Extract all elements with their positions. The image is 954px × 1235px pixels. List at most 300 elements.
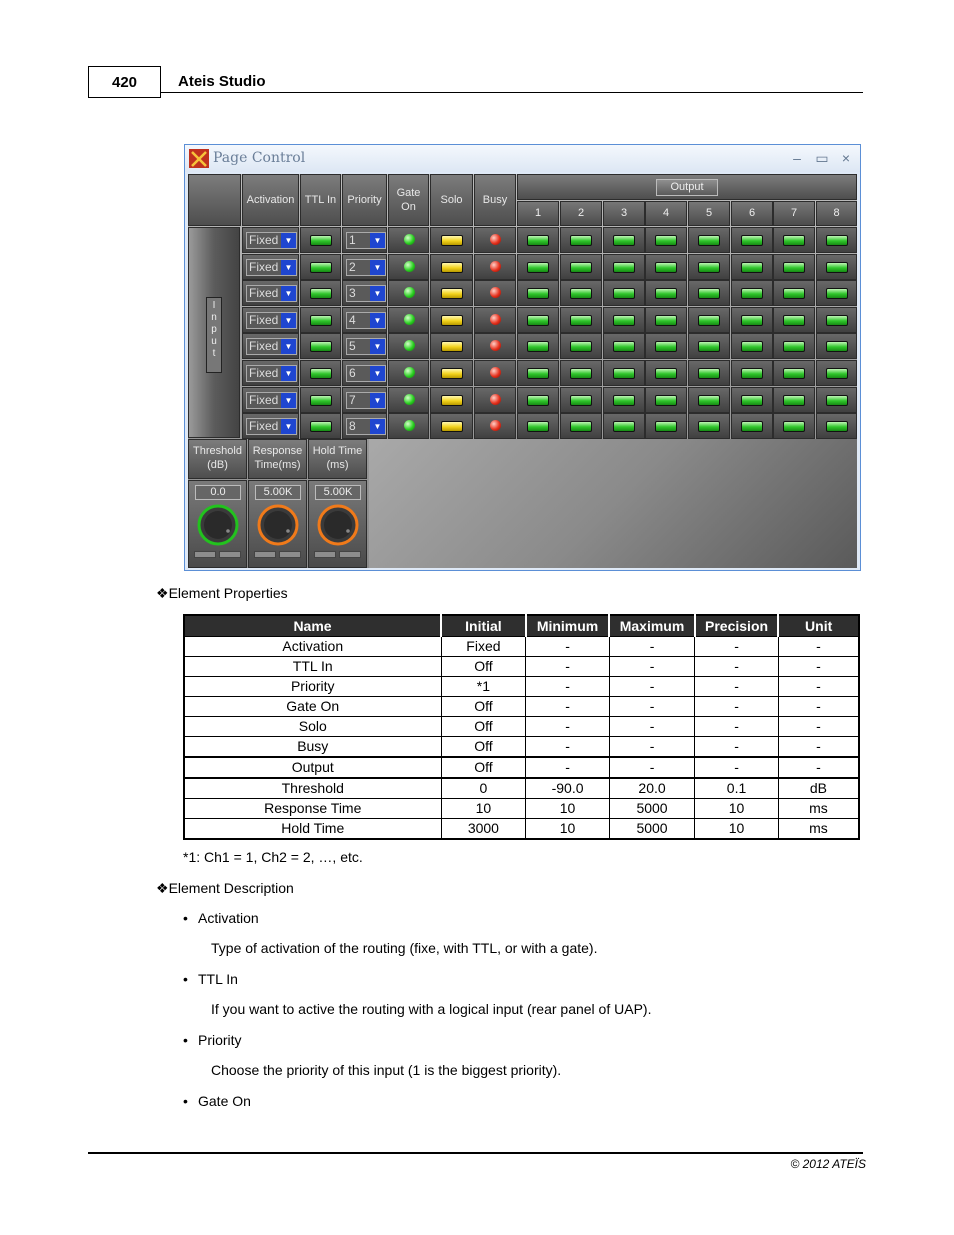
output-toggle[interactable] bbox=[741, 341, 763, 352]
activation-cell bbox=[242, 360, 299, 386]
table-cell: - bbox=[778, 697, 859, 717]
output-toggle[interactable] bbox=[741, 368, 763, 379]
output-toggle[interactable] bbox=[655, 341, 677, 352]
table-cell: - bbox=[609, 657, 695, 677]
table-cell: 20.0 bbox=[609, 778, 695, 799]
priority-value: 1 bbox=[349, 233, 356, 247]
output-toggle[interactable] bbox=[570, 235, 592, 246]
output-cell bbox=[731, 360, 773, 386]
solo-cell bbox=[430, 227, 473, 253]
gate-on-led-icon bbox=[404, 367, 415, 378]
output-toggle[interactable] bbox=[527, 395, 549, 406]
copyright-footer: © 2012 ATEÏS bbox=[790, 1157, 866, 1171]
table-cell: 10 bbox=[695, 799, 779, 819]
output-cell bbox=[731, 307, 773, 333]
output-toggle[interactable] bbox=[698, 368, 720, 379]
output-toggle[interactable] bbox=[826, 341, 848, 352]
output-cell bbox=[517, 254, 559, 280]
dropdown-arrow-icon[interactable]: ▼ bbox=[370, 286, 385, 301]
priority-cell bbox=[342, 280, 387, 306]
table-cell: - bbox=[526, 637, 609, 657]
output-toggle[interactable] bbox=[741, 315, 763, 326]
output-toggle[interactable] bbox=[527, 235, 549, 246]
output-cell bbox=[517, 280, 559, 306]
activation-select[interactable] bbox=[246, 365, 297, 382]
output-cell bbox=[603, 254, 645, 280]
priority-cell bbox=[342, 387, 387, 413]
gate-on-led-icon bbox=[404, 420, 415, 431]
table-cell: dB bbox=[778, 778, 859, 799]
gate-on-cell bbox=[388, 254, 429, 280]
activation-select[interactable] bbox=[246, 418, 297, 435]
output-cell bbox=[603, 227, 645, 253]
knob-panel bbox=[188, 480, 247, 568]
dropdown-arrow-icon[interactable]: ▼ bbox=[370, 313, 385, 328]
activation-cell bbox=[242, 333, 299, 359]
solo-toggle[interactable] bbox=[441, 368, 463, 379]
output-header bbox=[517, 174, 857, 200]
output-cell bbox=[560, 280, 602, 306]
priority-cell bbox=[342, 413, 387, 439]
dropdown-arrow-icon[interactable]: ▼ bbox=[370, 419, 385, 434]
output-cell bbox=[645, 387, 687, 413]
table-row bbox=[184, 637, 859, 657]
grid-row bbox=[188, 307, 857, 333]
description-text: Type of activation of the routing (fixe, with TTL, or with a gate). bbox=[211, 940, 598, 956]
output-cell bbox=[731, 280, 773, 306]
dropdown-arrow-icon[interactable]: ▼ bbox=[281, 260, 296, 275]
output-toggle[interactable] bbox=[826, 262, 848, 273]
output-toggle[interactable] bbox=[698, 341, 720, 352]
solo-toggle[interactable] bbox=[441, 235, 463, 246]
description-text: If you want to active the routing with a logical input (rear panel of UAP). bbox=[211, 1001, 652, 1017]
priority-cell bbox=[342, 333, 387, 359]
output-toggle[interactable] bbox=[826, 368, 848, 379]
output-cell bbox=[645, 280, 687, 306]
window-titlebar[interactable] bbox=[185, 145, 860, 172]
priority-select[interactable] bbox=[346, 338, 386, 355]
output-toggle[interactable] bbox=[698, 235, 720, 246]
output-toggle[interactable] bbox=[613, 262, 635, 273]
busy-cell bbox=[474, 227, 516, 253]
output-number-header: 8 bbox=[816, 201, 857, 226]
grid-row bbox=[188, 254, 857, 280]
dropdown-arrow-icon[interactable]: ▼ bbox=[281, 419, 296, 434]
grid-row bbox=[188, 387, 857, 413]
table-cell: Off bbox=[441, 717, 526, 737]
empty-panel-area bbox=[369, 439, 857, 568]
knob-step-buttons bbox=[254, 551, 302, 559]
output-cell bbox=[517, 307, 559, 333]
table-cell: - bbox=[778, 757, 859, 778]
output-toggle[interactable] bbox=[783, 341, 805, 352]
output-cell bbox=[816, 387, 857, 413]
ttl-in-toggle[interactable] bbox=[310, 288, 332, 299]
priority-select[interactable] bbox=[346, 259, 386, 276]
activation-value: Fixed bbox=[249, 419, 279, 434]
priority-select[interactable] bbox=[346, 285, 386, 302]
table-cell: 0.1 bbox=[695, 778, 779, 799]
output-cell bbox=[603, 307, 645, 333]
busy-cell bbox=[474, 360, 516, 386]
priority-cell bbox=[342, 254, 387, 280]
output-toggle[interactable] bbox=[613, 288, 635, 299]
output-toggle[interactable] bbox=[741, 395, 763, 406]
output-number-header: 2 bbox=[560, 201, 602, 226]
table-header-cell: Minimum bbox=[526, 615, 609, 637]
activation-value: Fixed bbox=[249, 392, 279, 407]
priority-select[interactable] bbox=[346, 392, 386, 409]
output-cell bbox=[731, 387, 773, 413]
table-cell: - bbox=[695, 637, 779, 657]
dropdown-arrow-icon[interactable]: ▼ bbox=[281, 286, 296, 301]
ttl-in-toggle[interactable] bbox=[310, 368, 332, 379]
table-cell: Busy bbox=[184, 737, 441, 758]
table-cell: 10 bbox=[441, 799, 526, 819]
knob-dial-icon[interactable] bbox=[197, 504, 239, 546]
table-cell: Priority bbox=[184, 677, 441, 697]
output-toggle[interactable] bbox=[655, 262, 677, 273]
solo-toggle[interactable] bbox=[441, 395, 463, 406]
output-toggle[interactable] bbox=[698, 315, 720, 326]
knob-label: Hold Time (ms) bbox=[308, 439, 367, 479]
gate-on-led-icon bbox=[404, 287, 415, 298]
solo-cell bbox=[430, 307, 473, 333]
dropdown-arrow-icon[interactable]: ▼ bbox=[370, 339, 385, 354]
activation-value: Fixed bbox=[249, 286, 279, 301]
knob-increase-button[interactable] bbox=[219, 551, 241, 558]
header-activation: Activation bbox=[242, 174, 299, 226]
knob-increase-button[interactable] bbox=[279, 551, 301, 558]
output-toggle[interactable] bbox=[527, 368, 549, 379]
ttl-in-toggle[interactable] bbox=[310, 421, 332, 432]
output-cell bbox=[688, 387, 730, 413]
output-toggle[interactable] bbox=[655, 395, 677, 406]
priority-select[interactable] bbox=[346, 232, 386, 249]
output-cell bbox=[603, 333, 645, 359]
output-cell bbox=[816, 227, 857, 253]
output-cell bbox=[560, 254, 602, 280]
output-toggle[interactable] bbox=[655, 288, 677, 299]
output-cell bbox=[517, 227, 559, 253]
table-cell: 0 bbox=[441, 778, 526, 799]
table-cell: Threshold bbox=[184, 778, 441, 799]
output-toggle[interactable] bbox=[613, 395, 635, 406]
output-toggle[interactable] bbox=[741, 262, 763, 273]
dropdown-arrow-icon[interactable]: ▼ bbox=[281, 313, 296, 328]
table-cell: Off bbox=[441, 757, 526, 778]
output-label: Output bbox=[656, 179, 718, 196]
knob-decrease-button[interactable] bbox=[314, 551, 336, 558]
output-toggle[interactable] bbox=[698, 288, 720, 299]
solo-toggle[interactable] bbox=[441, 288, 463, 299]
activation-cell bbox=[242, 307, 299, 333]
output-toggle[interactable] bbox=[613, 368, 635, 379]
header-priority: Priority bbox=[342, 174, 387, 226]
dropdown-arrow-icon[interactable]: ▼ bbox=[370, 393, 385, 408]
table-cell: Off bbox=[441, 737, 526, 758]
output-toggle[interactable] bbox=[741, 235, 763, 246]
output-toggle[interactable] bbox=[826, 395, 848, 406]
output-cell bbox=[816, 307, 857, 333]
table-cell: - bbox=[695, 717, 779, 737]
table-row bbox=[184, 717, 859, 737]
output-cell bbox=[731, 413, 773, 439]
output-cell bbox=[645, 227, 687, 253]
table-cell: - bbox=[526, 737, 609, 758]
output-toggle[interactable] bbox=[826, 235, 848, 246]
knob-step-buttons bbox=[194, 551, 242, 559]
output-toggle[interactable] bbox=[783, 262, 805, 273]
table-cell: Output bbox=[184, 757, 441, 778]
knob-dial-icon[interactable] bbox=[317, 504, 359, 546]
description-term: • Gate On bbox=[198, 1093, 251, 1109]
output-toggle[interactable] bbox=[783, 288, 805, 299]
table-cell: - bbox=[526, 677, 609, 697]
output-cell bbox=[560, 307, 602, 333]
gate-on-led-icon bbox=[404, 394, 415, 405]
output-cell bbox=[603, 280, 645, 306]
table-header-cell: Maximum bbox=[609, 615, 695, 637]
output-toggle[interactable] bbox=[527, 262, 549, 273]
window-title: Page Control bbox=[213, 150, 306, 166]
gate-on-cell bbox=[388, 413, 429, 439]
output-toggle[interactable] bbox=[698, 262, 720, 273]
ttl-in-toggle[interactable] bbox=[310, 341, 332, 352]
grid-row bbox=[188, 280, 857, 306]
table-cell: Fixed bbox=[441, 637, 526, 657]
dropdown-arrow-icon[interactable]: ▼ bbox=[281, 393, 296, 408]
input-label: I n p u t bbox=[206, 297, 222, 373]
header-ttl-in: TTL In bbox=[300, 174, 341, 226]
output-cell bbox=[773, 254, 815, 280]
output-toggle[interactable] bbox=[783, 235, 805, 246]
output-toggle[interactable] bbox=[570, 341, 592, 352]
busy-led-icon bbox=[490, 287, 501, 298]
activation-select[interactable] bbox=[246, 232, 297, 249]
solo-toggle[interactable] bbox=[441, 315, 463, 326]
output-toggle[interactable] bbox=[783, 421, 805, 432]
output-number-header: 6 bbox=[731, 201, 773, 226]
busy-cell bbox=[474, 387, 516, 413]
table-cell: - bbox=[695, 697, 779, 717]
output-number-header: 5 bbox=[688, 201, 730, 226]
output-cell bbox=[688, 333, 730, 359]
table-cell: - bbox=[778, 637, 859, 657]
busy-cell bbox=[474, 254, 516, 280]
output-cell bbox=[560, 333, 602, 359]
table-cell: Gate On bbox=[184, 697, 441, 717]
priority-value: 2 bbox=[349, 259, 356, 274]
activation-value: Fixed bbox=[249, 233, 279, 247]
output-toggle[interactable] bbox=[741, 288, 763, 299]
output-toggle[interactable] bbox=[570, 315, 592, 326]
output-cell bbox=[517, 413, 559, 439]
busy-cell bbox=[474, 413, 516, 439]
table-cell: - bbox=[609, 697, 695, 717]
output-toggle[interactable] bbox=[527, 315, 549, 326]
output-toggle[interactable] bbox=[655, 235, 677, 246]
table-cell: - bbox=[695, 657, 779, 677]
solo-cell bbox=[430, 280, 473, 306]
table-header-cell: Unit bbox=[778, 615, 859, 637]
activation-select[interactable] bbox=[246, 285, 297, 302]
output-toggle[interactable] bbox=[613, 341, 635, 352]
output-cell bbox=[603, 360, 645, 386]
output-cell bbox=[560, 413, 602, 439]
table-header-cell: Initial bbox=[441, 615, 526, 637]
priority-select[interactable] bbox=[346, 418, 386, 435]
output-cell bbox=[773, 307, 815, 333]
activation-value: Fixed bbox=[249, 339, 279, 354]
output-toggle[interactable] bbox=[698, 395, 720, 406]
output-toggle[interactable] bbox=[783, 395, 805, 406]
table-cell: - bbox=[778, 677, 859, 697]
gate-on-cell bbox=[388, 307, 429, 333]
output-toggle[interactable] bbox=[826, 315, 848, 326]
dropdown-arrow-icon[interactable]: ▼ bbox=[370, 233, 385, 248]
ttl-in-cell bbox=[300, 307, 341, 333]
priority-value: 5 bbox=[349, 339, 356, 354]
book-title: Ateis Studio bbox=[178, 73, 266, 90]
knob-decrease-button[interactable] bbox=[254, 551, 276, 558]
header-rule bbox=[161, 92, 863, 93]
output-toggle[interactable] bbox=[527, 341, 549, 352]
output-toggle[interactable] bbox=[570, 395, 592, 406]
output-toggle[interactable] bbox=[826, 288, 848, 299]
output-number-header: 4 bbox=[645, 201, 687, 226]
knob-panel bbox=[248, 480, 307, 568]
output-toggle[interactable] bbox=[698, 421, 720, 432]
output-cell bbox=[816, 413, 857, 439]
solo-cell bbox=[430, 333, 473, 359]
output-toggle[interactable] bbox=[783, 315, 805, 326]
close-icon[interactable]: × bbox=[841, 150, 851, 166]
busy-led-icon bbox=[490, 367, 501, 378]
activation-select[interactable] bbox=[246, 392, 297, 409]
table-cell: - bbox=[695, 677, 779, 697]
busy-led-icon bbox=[490, 234, 501, 245]
table-row bbox=[184, 677, 859, 697]
output-cell bbox=[645, 413, 687, 439]
output-cell bbox=[517, 333, 559, 359]
activation-value: Fixed bbox=[249, 312, 279, 327]
output-toggle[interactable] bbox=[613, 235, 635, 246]
output-cell bbox=[517, 387, 559, 413]
dropdown-arrow-icon[interactable]: ▼ bbox=[370, 366, 385, 381]
maximize-icon[interactable]: ▭ bbox=[815, 150, 829, 166]
solo-toggle[interactable] bbox=[441, 262, 463, 273]
output-cell bbox=[773, 387, 815, 413]
knob-value: 5.00K bbox=[315, 485, 361, 500]
ttl-in-toggle[interactable] bbox=[310, 235, 332, 246]
gate-on-cell bbox=[388, 333, 429, 359]
busy-led-icon bbox=[490, 314, 501, 325]
output-cell bbox=[773, 280, 815, 306]
output-toggle[interactable] bbox=[613, 315, 635, 326]
output-cell bbox=[560, 227, 602, 253]
knob-value: 0.0 bbox=[195, 485, 241, 500]
activation-select[interactable] bbox=[246, 312, 297, 329]
output-toggle[interactable] bbox=[655, 315, 677, 326]
output-toggle[interactable] bbox=[655, 421, 677, 432]
output-toggle[interactable] bbox=[570, 288, 592, 299]
table-cell: -90.0 bbox=[526, 778, 609, 799]
solo-toggle[interactable] bbox=[441, 341, 463, 352]
busy-led-icon bbox=[490, 394, 501, 405]
table-cell: 10 bbox=[526, 799, 609, 819]
activation-value: Fixed bbox=[249, 259, 279, 274]
table-cell: Off bbox=[441, 697, 526, 717]
busy-cell bbox=[474, 333, 516, 359]
table-cell: - bbox=[695, 757, 779, 778]
priority-value: 3 bbox=[349, 286, 356, 301]
knob-value: 5.00K bbox=[255, 485, 301, 500]
dropdown-arrow-icon[interactable]: ▼ bbox=[370, 260, 385, 275]
output-toggle[interactable] bbox=[570, 368, 592, 379]
grid-row bbox=[188, 360, 857, 386]
ttl-in-toggle[interactable] bbox=[310, 315, 332, 326]
minimize-icon[interactable]: – bbox=[793, 150, 801, 166]
table-cell: - bbox=[778, 657, 859, 677]
table-row bbox=[184, 657, 859, 677]
output-toggle[interactable] bbox=[527, 288, 549, 299]
table-cell: Hold Time bbox=[184, 819, 441, 840]
ttl-in-toggle[interactable] bbox=[310, 395, 332, 406]
table-cell: - bbox=[778, 717, 859, 737]
output-toggle[interactable] bbox=[570, 262, 592, 273]
output-cell bbox=[816, 280, 857, 306]
knob-increase-button[interactable] bbox=[339, 551, 361, 558]
output-toggle[interactable] bbox=[741, 421, 763, 432]
table-cell: - bbox=[526, 657, 609, 677]
table-cell: ms bbox=[778, 819, 859, 840]
dropdown-arrow-icon[interactable]: ▼ bbox=[281, 233, 296, 248]
gate-on-cell bbox=[388, 360, 429, 386]
priority-select[interactable] bbox=[346, 365, 386, 382]
table-row bbox=[184, 819, 859, 840]
solo-toggle[interactable] bbox=[441, 421, 463, 432]
page-number: 420 bbox=[88, 66, 161, 98]
output-cell bbox=[688, 413, 730, 439]
ttl-in-toggle[interactable] bbox=[310, 262, 332, 273]
output-number-header: 3 bbox=[603, 201, 645, 226]
output-toggle[interactable] bbox=[783, 368, 805, 379]
dropdown-arrow-icon[interactable]: ▼ bbox=[281, 366, 296, 381]
output-cell bbox=[816, 254, 857, 280]
output-toggle[interactable] bbox=[655, 368, 677, 379]
header-solo: Solo bbox=[430, 174, 473, 226]
activation-select[interactable] bbox=[246, 338, 297, 355]
output-cell bbox=[816, 333, 857, 359]
knob-dial-icon[interactable] bbox=[257, 504, 299, 546]
output-toggle[interactable] bbox=[826, 421, 848, 432]
busy-cell bbox=[474, 307, 516, 333]
output-cell bbox=[688, 280, 730, 306]
table-row bbox=[184, 737, 859, 758]
activation-select[interactable] bbox=[246, 259, 297, 276]
output-cell bbox=[645, 333, 687, 359]
output-toggle[interactable] bbox=[527, 421, 549, 432]
gate-on-cell bbox=[388, 227, 429, 253]
grid-row bbox=[188, 333, 857, 359]
output-toggle[interactable] bbox=[613, 421, 635, 432]
dropdown-arrow-icon[interactable]: ▼ bbox=[281, 339, 296, 354]
priority-select[interactable] bbox=[346, 312, 386, 329]
output-cell bbox=[560, 387, 602, 413]
knob-decrease-button[interactable] bbox=[194, 551, 216, 558]
output-toggle[interactable] bbox=[570, 421, 592, 432]
